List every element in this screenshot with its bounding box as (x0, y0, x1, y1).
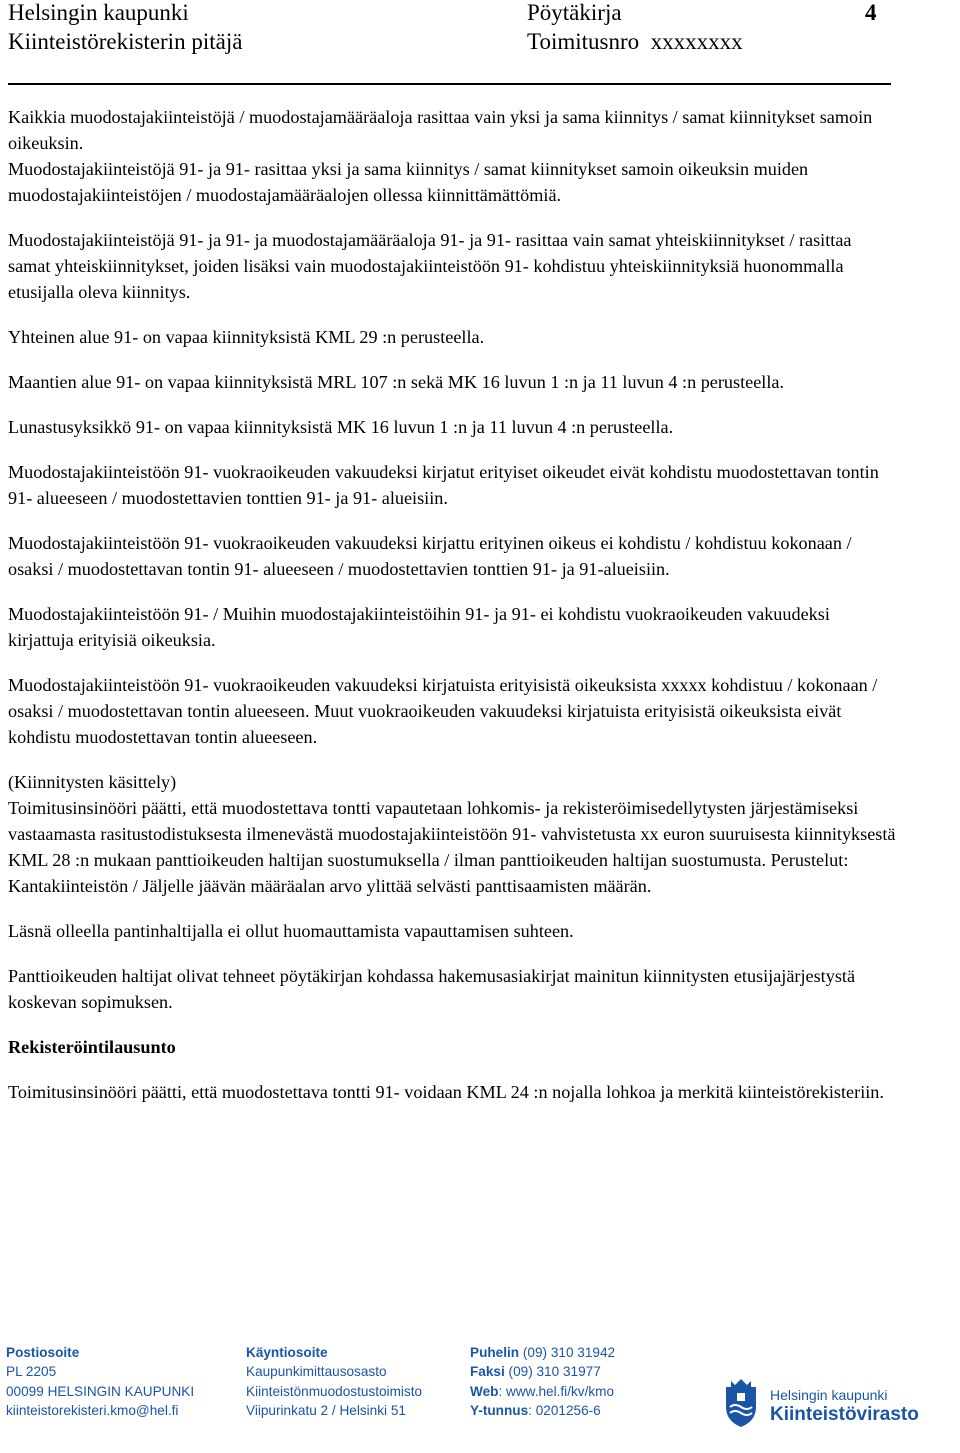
header-doc-type: Pöytäkirja (527, 0, 622, 25)
paragraph: Kaikkia muodostajakiinteistöjä / muodostajamääräaloja rasittaa vain yksi ja sama kiinnitys / samat kiinnitykset samoin oikeuksin. (8, 107, 873, 153)
helsinki-crest-icon (720, 1373, 762, 1429)
postal-line: PL 2205 (6, 1364, 57, 1380)
web-link[interactable]: : www.hel.fi/kv/kmo (498, 1383, 615, 1399)
email-link[interactable]: kiinteistorekisteri.kmo@hel.fi (6, 1403, 179, 1419)
paragraph: Läsnä olleella pantinhaltijalla ei ollut huomauttamista vapauttamisen suhteen. (8, 921, 574, 941)
fax-label: Faksi (470, 1364, 505, 1380)
visit-label: Käyntiosoite (246, 1345, 328, 1360)
postal-line: 00099 HELSINGIN KAUPUNKI (6, 1383, 195, 1399)
page-number: 4 (865, 0, 877, 25)
paragraph: Muodostajakiinteistöön 91- vuokraoikeuden vakuudeksi kirjattu erityinen oikeus ei kohdistu / kohdistuu kokonaan / osaksi / muodostettavan tontin 91- alueeseen / muodostettavien tonttien 91- ja 91-alueisiin. (8, 533, 852, 579)
city-logo (720, 1373, 950, 1435)
section-heading: Rekisteröintilausunto (8, 1037, 176, 1057)
paragraph: Muodostajakiinteistöön 91- vuokraoikeuden vakuudeksi kirjatut erityiset oikeudet eivät kohdistu muodostettavan tontin 91- alueeseen / muodostettavien tonttien 91- ja 91- alueisiin. (8, 462, 879, 508)
document-body (8, 104, 896, 1124)
fax-value: (09) 310 31977 (504, 1364, 601, 1380)
visit-line: Viipurinkatu 2 / Helsinki 51 (246, 1403, 406, 1419)
header-unit: Kiinteistörekisterin pitäjä (8, 29, 243, 54)
paragraph: Toimitusinsinööri päätti, että muodostettava tontti 91- voidaan KML 24 :n nojalla lohkoa ja merkitä kiinteistörekisteriin. (8, 1082, 884, 1102)
footer-visit (246, 1343, 422, 1421)
footer (6, 1343, 956, 1443)
header-case-no: Toimitusnro xxxxxxxx (527, 29, 743, 54)
paragraph: Yhteinen alue 91- on vapaa kiinnityksistä KML 29 :n perusteella. (8, 327, 485, 347)
ytunnus-row (470, 1401, 615, 1420)
web-row (470, 1382, 615, 1401)
fax-row (470, 1362, 615, 1381)
logo-city: Helsingin kaupunki (770, 1387, 888, 1403)
paragraph: Muodostajakiinteistöön 91- / Muihin muodostajakiinteistöihin 91- ja 91- ei kohdistu vuokraoikeuden vakuudeksi kirjattuja erityisiä oikeuksia. (8, 604, 830, 650)
footer-contact (470, 1343, 615, 1421)
header-org: Helsingin kaupunki (8, 0, 189, 25)
section-label: (Kiinnitysten käsittely) (8, 772, 177, 792)
paragraph: Muodostajakiinteistöjä 91- ja 91- ja muodostajamääräaloja 91- ja 91- rasittaa vain samat yhteiskiinnitykset / rasittaa samat yhteiskiinnitykset, joiden lisäksi vain muodostajakiinteistöön 91- kohdistuu yhteiskiinnityksiä huonommalla etusijalla oleva kiinnitys. (8, 230, 852, 302)
paragraph: Lunastusyksikkö 91- on vapaa kiinnityksistä MK 16 luvun 1 :n ja 11 luvun 4 :n perusteella. (8, 417, 674, 437)
ytunnus-label: Y-tunnus (470, 1403, 529, 1419)
logo-text (770, 1387, 919, 1426)
web-label: Web (470, 1383, 499, 1399)
visit-line: Kaupunkimittausosasto (246, 1364, 387, 1380)
paragraph: Panttioikeuden haltijat olivat tehneet pöytäkirjan kohdassa hakemusasiakirjat mainitun kiinnitysten etusijajärjestystä koskevan sopimuksen. (8, 966, 856, 1012)
paragraph: Maantien alue 91- on vapaa kiinnityksistä MRL 107 :n sekä MK 16 luvun 1 :n ja 11 luvun 4 :n perusteella. (8, 372, 785, 392)
visit-line: Kiinteistönmuodostustoimisto (246, 1383, 423, 1399)
phone-value: (09) 310 31942 (519, 1345, 616, 1360)
header-divider (8, 83, 891, 85)
logo-unit: Kiinteistövirasto (770, 1404, 919, 1425)
postal-label: Postiosoite (6, 1345, 80, 1360)
ytunnus-value: : 0201256-6 (528, 1403, 601, 1419)
paragraph: Muodostajakiinteistöön 91- vuokraoikeuden vakuudeksi kirjatuista erityisistä oikeuksista xxxxx kohdistuu / kokonaan / osaksi / muodostettavan tontin alueeseen. Muut vuokraoikeuden vakuudeksi kirjatuista erityisistä oikeuksista eivät kohdistu muodostettavan tontin alueeseen. (8, 675, 878, 747)
paragraph: Toimitusinsinööri päätti, että muodostettava tontti vapautetaan lohkomis- ja rekisteröimisedellytysten järjestämiseksi vastaamasta rasitustodistuksesta ilmenevästä muodostajakiinteistöön 91- vahvistetusta xx euron suuruisesta kiinnityksestä KML 28 :n mukaan panttioikeuden haltijan suostumuksella / ilman panttioikeuden haltijan suostumusta. Perustelut: Kantakiinteistön / Jäljelle jäävän määräalan arvo ylittää selvästi panttisaamisten määrän. (8, 798, 896, 896)
phone-row (470, 1343, 615, 1362)
phone-label: Puhelin (470, 1345, 520, 1360)
footer-postal (6, 1343, 194, 1421)
paragraph: Muodostajakiinteistöjä 91- ja 91- rasittaa yksi ja sama kiinnitys / samat kiinnitykset samoin oikeuksin muiden muodostajakiinteistöjen / muodostajamääräalojen ollessa kiinnittämättömiä. (8, 159, 809, 205)
